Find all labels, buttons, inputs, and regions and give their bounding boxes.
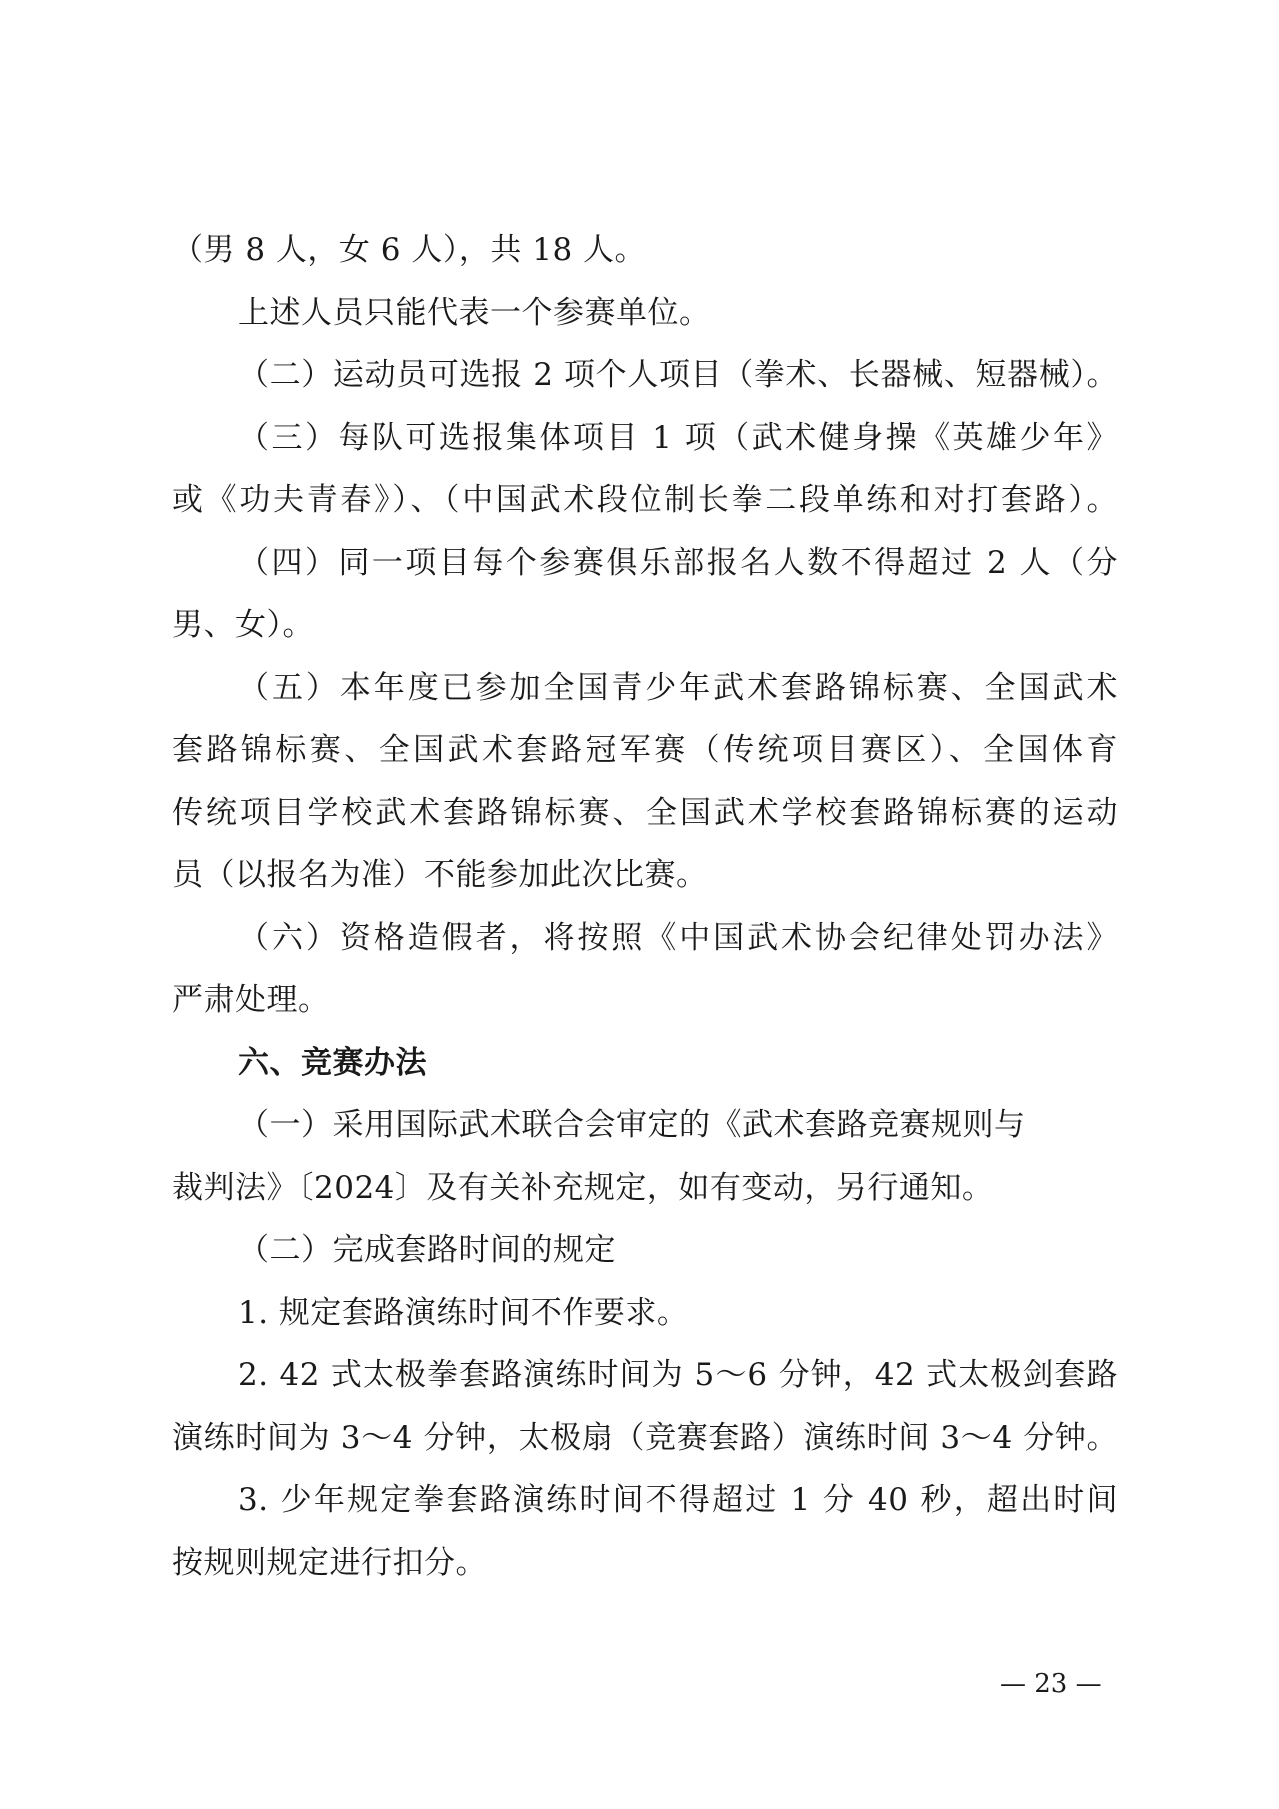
text-line-2: 上述人员只能代表一个参赛单位。 <box>238 295 711 331</box>
section-heading: 六、竞赛办法 <box>238 1045 427 1081</box>
text-line-19: 2. 42 式太极拳套路演练时间为 5～6 分钟，42 式太极剑套路 <box>238 1357 1118 1393</box>
text-line-20: 演练时间为 3～4 分钟，太极扇（竞赛套路）演练时间 3～4 分钟。 <box>172 1420 1118 1456</box>
text-line-13: 严肃处理。 <box>172 982 330 1018</box>
text-line-18: 1. 规定套路演练时间不作要求。 <box>238 1295 689 1331</box>
text-line-1: （男 8 人，女 6 人），共 18 人。 <box>172 232 647 268</box>
text-line-16: 裁判法》〔2024〕及有关补充规定，如有变动，另行通知。 <box>172 1170 994 1206</box>
text-line-4: （三）每队可选报集体项目 1 项（武术健身操《英雄少年》 <box>238 420 1118 456</box>
text-line-6: （四）同一项目每个参赛俱乐部报名人数不得超过 2 人（分 <box>238 545 1118 581</box>
text-line-7: 男、女）。 <box>172 607 314 643</box>
text-line-17: （二）完成套路时间的规定 <box>238 1232 616 1268</box>
page-number: — 23 — <box>1000 1669 1102 1699</box>
text-line-3: （二）运动员可选报 2 项个人项目（拳术、长器械、短器械）。 <box>238 357 1118 393</box>
text-line-12: （六）资格造假者，将按照《中国武术协会纪律处罚办法》 <box>238 920 1118 956</box>
text-line-21: 3. 少年规定拳套路演练时间不得超过 1 分 40 秒，超出时间 <box>238 1482 1118 1518</box>
text-line-10: 传统项目学校武术套路锦标赛、全国武术学校套路锦标赛的运动 <box>172 795 1118 831</box>
text-line-11: 员（以报名为准）不能参加此次比赛。 <box>172 857 708 893</box>
text-line-8: （五）本年度已参加全国青少年武术套路锦标赛、全国武术 <box>238 670 1118 706</box>
text-line-22: 按规则规定进行扣分。 <box>172 1545 487 1581</box>
text-line-9: 套路锦标赛、全国武术套路冠军赛（传统项目赛区）、全国体育 <box>172 732 1118 768</box>
text-line-15: （一）采用国际武术联合会审定的《武术套路竞赛规则与 <box>238 1107 1026 1143</box>
text-line-5: 或《功夫青春》）、（中国武术段位制长拳二段单练和对打套路）。 <box>172 482 1118 518</box>
